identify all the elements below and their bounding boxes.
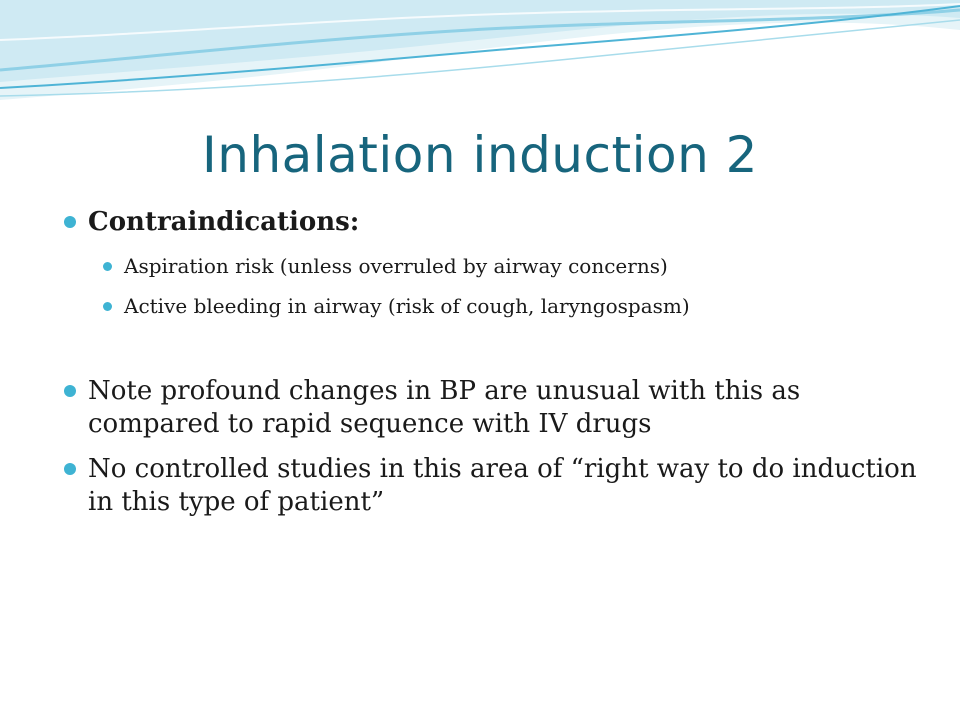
- sub-bullet-icon: [103, 302, 112, 311]
- sub-bullet-text: Aspiration risk (unless overruled by airway concerns): [124, 254, 668, 278]
- sub-bullet-item: [60, 253, 920, 279]
- bullet-item: [60, 453, 920, 519]
- bullet-text: Note profound changes in BP are unusual with this as compared to rapid sequence with IV drugs: [88, 376, 801, 439]
- bullet-text: No controlled studies in this area of “right way to do induction in this type of patient”: [88, 454, 917, 517]
- sub-bullet-text: Active bleeding in airway (risk of cough, laryngospasm): [124, 294, 690, 318]
- slide-title: Inhalation induction 2: [202, 126, 758, 184]
- bullet-item: [60, 375, 920, 441]
- sub-bullet-item: [60, 293, 920, 319]
- bullet-list: [60, 206, 920, 519]
- bullet-text: Contraindications:: [88, 207, 360, 237]
- header-wave-decoration: [0, 0, 960, 120]
- bullet-item: [60, 206, 920, 239]
- bullet-icon: [64, 385, 76, 397]
- bullet-icon: [64, 463, 76, 475]
- sub-bullet-icon: [103, 262, 112, 271]
- bullet-icon: [64, 216, 76, 228]
